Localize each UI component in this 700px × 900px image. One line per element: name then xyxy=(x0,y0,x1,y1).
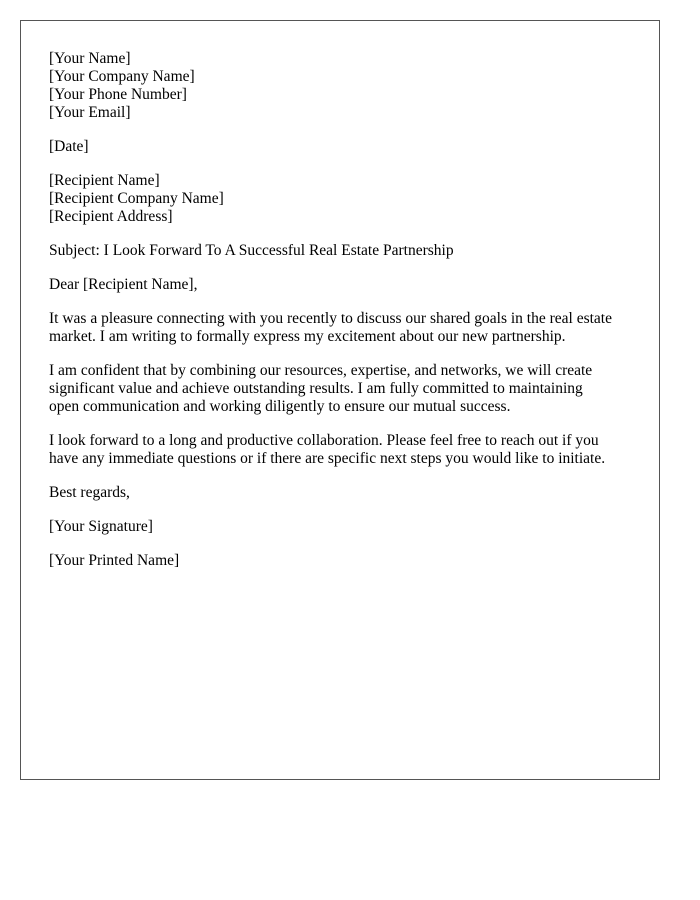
paragraph-line: open communication and working diligently to ensure our mutual success. xyxy=(49,398,511,415)
signature-block xyxy=(49,518,631,536)
paragraph-line: It was a pleasure connecting with you recently to discuss our shared goals in the real estate xyxy=(49,310,612,327)
closing: Best regards, xyxy=(49,484,130,501)
letter-date: [Date] xyxy=(49,138,89,155)
paragraph-line: I look forward to a long and productive collaboration. Please feel free to reach out if you xyxy=(49,432,599,449)
recipient-address: [Recipient Address] xyxy=(49,208,173,225)
recipient-block xyxy=(49,172,631,226)
sender-phone: [Your Phone Number] xyxy=(49,86,187,103)
sender-name: [Your Name] xyxy=(49,50,131,67)
recipient-name: [Recipient Name] xyxy=(49,172,160,189)
paragraph-line: I am confident that by combining our resources, expertise, and networks, we will create xyxy=(49,362,593,379)
body-paragraph-3 xyxy=(49,432,639,468)
salutation: Dear [Recipient Name], xyxy=(49,276,198,293)
printed-name: [Your Printed Name] xyxy=(49,552,180,569)
paragraph-line: have any immediate questions or if there are specific next steps you would like to initiate. xyxy=(49,450,606,467)
date-block xyxy=(49,138,631,156)
printed-name-block xyxy=(49,552,631,570)
body-paragraph-1 xyxy=(49,310,639,346)
subject-block xyxy=(49,242,631,260)
paragraph-line: market. I am writing to formally express my excitement about our new partnership. xyxy=(49,328,566,345)
closing-block xyxy=(49,484,631,502)
sender-email: [Your Email] xyxy=(49,104,131,121)
salutation-block xyxy=(49,276,631,294)
recipient-company: [Recipient Company Name] xyxy=(49,190,224,207)
sender-block xyxy=(49,50,631,122)
sender-company: [Your Company Name] xyxy=(49,68,195,85)
subject-line: Subject: I Look Forward To A Successful Real Estate Partnership xyxy=(49,242,454,259)
body-paragraph-2 xyxy=(49,362,639,416)
letter-page xyxy=(20,20,660,780)
paragraph-line: significant value and achieve outstanding results. I am fully committed to maintaining xyxy=(49,380,583,397)
signature: [Your Signature] xyxy=(49,518,153,535)
